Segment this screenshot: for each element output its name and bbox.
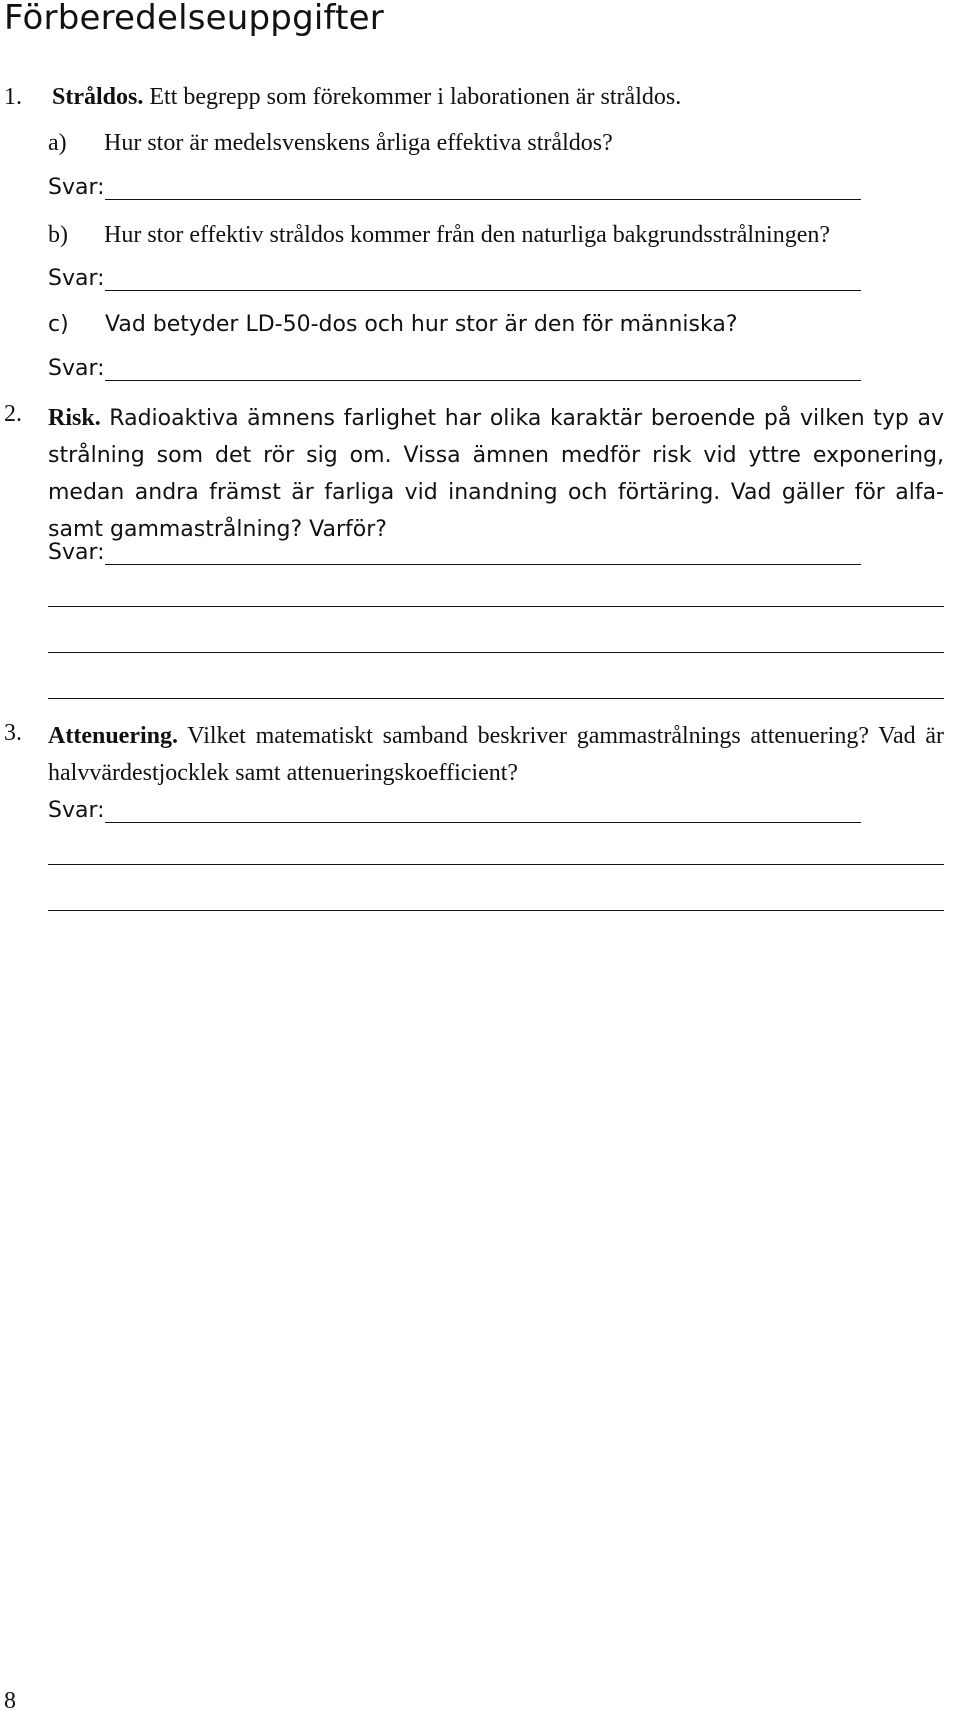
answer-line[interactable] xyxy=(48,892,944,911)
q3-answer xyxy=(48,798,861,823)
q3-body: Vilket matematiskt samband beskriver gammastrålnings attenuering? Vad är halvvärdestjocklek samt attenueringskoefficient? xyxy=(48,723,944,786)
q1b-text: Hur stor effektiv stråldos kommer från den naturliga bakgrundsstrålningen? xyxy=(104,222,831,248)
q2-answer xyxy=(48,540,861,565)
q1b-label: b) xyxy=(48,222,68,248)
page-number: 8 xyxy=(4,1688,16,1714)
answer-line[interactable] xyxy=(105,268,861,291)
answer-label: Svar: xyxy=(48,356,105,381)
q1a-line xyxy=(48,130,613,157)
q1c-label: c) xyxy=(48,312,69,337)
q3-paragraph xyxy=(48,718,944,792)
q3-number: 3. xyxy=(4,720,22,746)
answer-line[interactable] xyxy=(105,800,861,823)
answer-line[interactable] xyxy=(48,588,944,607)
q1a-label: a) xyxy=(48,130,67,156)
answer-line[interactable] xyxy=(48,680,944,699)
answer-line[interactable] xyxy=(48,634,944,653)
answer-line[interactable] xyxy=(105,177,861,200)
q2-body: Radioaktiva ämnens farlighet har olika karaktär beroende på vilken typ av strålning som det rör sig om. Vissa ämnen medför risk vid yttre exponering, medan andra främst är farliga vid inandning och förtäring. Vad gäller för alfa- samt gammastrålning? Varför? xyxy=(48,406,944,542)
answer-line[interactable] xyxy=(105,358,861,381)
q1a-answer xyxy=(48,175,861,200)
q1-line xyxy=(4,84,681,111)
q1a-text: Hur stor är medelsvenskens årliga effektiva stråldos? xyxy=(104,130,613,156)
q1b-line xyxy=(48,222,830,249)
q2-number: 2. xyxy=(4,401,22,427)
q1c-text: Vad betyder LD-50-dos och hur stor är den för människa? xyxy=(105,312,738,337)
q1c-answer xyxy=(48,356,861,381)
q1-number: 1. xyxy=(4,84,22,110)
q2-heading: Risk. xyxy=(48,405,101,431)
q2-paragraph xyxy=(48,400,944,548)
q3-heading: Attenuering. xyxy=(48,723,178,749)
answer-label: Svar: xyxy=(48,540,105,565)
q1b-answer xyxy=(48,266,861,291)
answer-line[interactable] xyxy=(105,542,861,565)
answer-label: Svar: xyxy=(48,175,105,200)
answer-label: Svar: xyxy=(48,798,105,823)
page-title: Förberedelseuppgifter xyxy=(4,0,384,38)
answer-line[interactable] xyxy=(48,846,944,865)
answer-label: Svar: xyxy=(48,266,105,291)
q1-intro: Ett begrepp som förekommer i laborationen är stråldos. xyxy=(149,84,682,110)
q1c-line xyxy=(48,312,738,337)
q1-heading: Stråldos. xyxy=(52,84,144,110)
